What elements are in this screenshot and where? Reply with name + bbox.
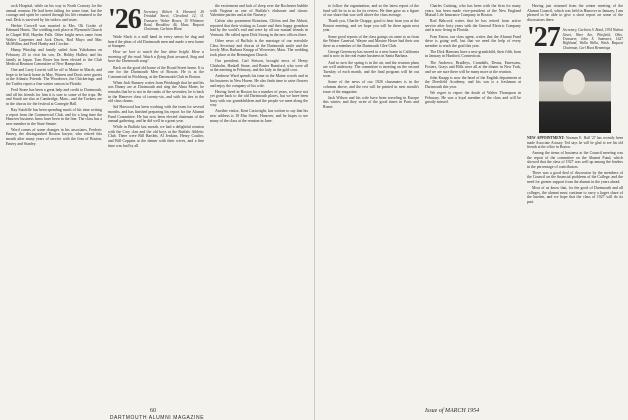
paragraph: Ambrose Ward spends his time in the Maine woods and in his business in New Haven. He also finds time to raise flowers and enjoy the company of his wife. — [210, 74, 308, 88]
paragraph: Calvin also prominent Rotarians, Clifton and Jim Abbott, reported that their visiting as Laurie and their happy grandson had by the world's end and were by all our mutual friends in Vermont. He called upon Dick Strong in the new offices there. — [210, 19, 308, 38]
paragraph: Having just returned from the winter meeting of the Alumni Council, which was held in Hanover in January, I am pleased to be able to give a short report on some of the discussions there. — [527, 4, 623, 22]
caption-lead: NEW APPOINTMENT: — [527, 136, 565, 141]
right-column-2 — [425, 4, 521, 396]
paragraph: One and Larry Leavitt will be off to Maine in March, and hope to be back home in May. Warren and Doris were guests at the Atlantic Friends. The Woodrows, the Chickerings, and the Tuttles report a fine winter season in Florida. — [6, 68, 102, 86]
paragraph: How we love to watch the line shine bright. Have a morning off the road. Watch a flying float aroused, Sing and hear the Dartmouth song! — [108, 50, 204, 64]
paragraph: Jack Wilson and his wife have been traveling in Europe this winter, and they write of the good times in Paris and Rome. — [323, 95, 419, 109]
paragraph: Wade Slack is a mill hand in every sense; he dug and heard the pleas of old Dartmouth men and made a new home at Sunapee. — [108, 35, 204, 49]
paragraph: Ray Sutcliffe has been spending much of his time writing a report from the Commercial Club, and for a long time the Hanover business firms have been in the line. The class has a new member in the State Senate. — [6, 107, 102, 126]
paragraph: rock Hospital, while on his way to North Conway for the annual reunion. He had been failing for some time, but the courage and spirit he carried through his life remained to the end. Dick is survived by his widow and sister. — [6, 4, 102, 22]
left-column-1 — [6, 4, 102, 396]
right-column-1 — [323, 4, 419, 396]
magazine-footer: DARTMOUTH ALUMNI MAGAZINE — [109, 415, 205, 420]
paragraph: Another visitor, Kent Cartwright, has written to say that his new address is 18 Elm Street, Hanover, and he hopes to see many of the class at the reunion in June. — [210, 109, 308, 123]
caption-text: Norman E. Hall '27 has recently been made Associate Actuary. Ted says he will be glad to see his old friends at the office in Boston. — [527, 136, 623, 149]
paragraph: Fran Eaton, our class agent, writes that the Alumni Fund drive is going well, but that we need the help of every member to reach the goal this year. — [425, 34, 521, 48]
paragraph: And so now the spring is in the air, and the reunion plans are well underway. The committee is meeting on the second Tuesday of each month, and the final program will be out soon. — [323, 60, 419, 79]
paragraph: Rod Babcock writes that he has retired from active service after forty years with the General Electric Company and is now living in Florida. — [425, 19, 521, 33]
paragraph: We regret to report the death of Walter Thompson in February. He was a loyal member of the class and will be greatly missed. — [425, 91, 521, 105]
class-heading-26 — [108, 4, 204, 35]
photo-caption — [527, 136, 623, 149]
paragraph: Other news of Buffalo is the marriage of our erstwhile Class Secretary and chorus of the Dartmouth smile and the lovely Miss Barbara Knapp of Worcester, Mass. The wedding took place at the Bennington Church. — [210, 39, 308, 57]
paragraph: Hamp Winship and family sailed from Yokohama on February 25 to visit his son, Dr. Hobby Hallett, and his family in Japan. Tom Rowe has been elected to the Club Medical Reunion Committee of New Hampshire. — [6, 48, 102, 67]
paragraph: Among the items of business at the Council meeting was the report of the committee on the Alumni Fund, which showed that the class of 1927 was well up among the leaders in the percentage of contributors. — [527, 150, 623, 169]
paragraph: The Dick Hansons have a new grandchild, their fifth, born in January in Hartford, Connecticut. — [425, 49, 521, 59]
paragraph: While in Buffalo last month, we had a delightful reunion with the Cary clan and the old boys at the Buffalo Athletic Club. There were Bill Bartlett, Al Jenkins, Henry Coulter, and Bill Coppins at the dinner with their wives, and a fine time was had by all. — [108, 125, 204, 148]
class-officers: Secretary, Robert A. Harvard, 26 Trinidad Street, Cleveland 12, O. Treasurer, Walter Bowes, 15 Whitmore Road, Brookline 46, Mass. Bequest Chairman, Carleton Blunt — [143, 10, 204, 32]
class-heading-27 — [527, 22, 623, 54]
class-numeral: '26 — [108, 4, 141, 35]
paragraph: Word comes of some changes in his associates, Frederic Emery, the distinguished Boston lawyer, who retired this month after many years of service with the firm of Boston, Emery and Stanley. — [6, 127, 102, 146]
paragraph: Some of the news of our 1926 classmates is in the columns above, and the rest will be printed in next month's issue of the magazine. — [323, 80, 419, 94]
paragraph: the excitement and lack of sleep over the Rochester bubble with Virginia as one of Buffalo's elaborate and classic Valentine parties and at the Nursery. — [210, 4, 308, 18]
paragraph: When Jack Ramsey writes from Pittsburgh that he and his son Danny are at Dartmouth and sing the Alma Mater, he remarks that he is not in the ranks of the seventies; he is back in the Hanover class of twenty-six, and with his ties to the old class chums. — [108, 80, 204, 104]
left-column-2 — [108, 4, 204, 396]
paragraph: Having lived in Boston for a number of years, we have not yet gone back to the old Dartmouth places, but we have been busy with our grandchildren and the people we meet along the way. — [210, 89, 308, 108]
page-number: 60 — [150, 408, 156, 414]
paragraph: Most of us know that, for the good of Dartmouth and all colleges, the alumni must continue to carry a larger share of the burden, and we hope that the class of 1927 will do its part. — [527, 186, 623, 204]
paragraph: Some good reports of the class goings on came to us from the Winter Carnival. Wayne and Maxine Howe had their son there as a member of the Dartmouth Glee Club. — [323, 34, 419, 48]
paragraph: George Greenway has moved to a new home in California and is now in the real estate business in Santa Barbara. — [323, 49, 419, 59]
right-page — [315, 0, 628, 420]
paragraph: John Knapp is now the head of the English department at the Deerfield Academy, and his son is a freshman at Dartmouth this year. — [425, 75, 521, 89]
paragraph: There was a good deal of discussion by the members of the Council on the financial problems of the College, and the need for greater support from the alumni in the years ahead. — [527, 170, 623, 185]
paragraph: Herbie Crowell was married to Mrs. Oli Cooke of Edmund Harris. The wedding took place at Plymouth Church in Chapel Hill, Hayden Falls. Other bright news came from Walter Carpenter and Jack Davis, Rod Mayo and Mac McMillan, and Fred Hanby and Crocker. — [6, 23, 102, 47]
paragraph: Back on the good old home of the Broad Street home. It is one for the Dartmouth Men of Boston. He is at the Commercial in Fitchburg, at the Dartmouth Club in Boston. — [108, 65, 204, 79]
paragraph: The Andrews, Bradleys, Crandalls, Deans, Emersons, Fosters, Grays and Hills were all at the dinner in New York, and we are sure there will be many more at the reunion. — [425, 60, 521, 74]
paragraph: Thank you, Charlie Chappy, good to hear from you at the Boston meeting, and we hope you will be there again next year. — [323, 19, 419, 33]
portrait-face — [563, 69, 585, 95]
right-column-3 — [527, 4, 623, 396]
portrait-photo — [539, 53, 611, 133]
paragraph: Charles Cushing, who has been with the firm for many years, has been made vice-president of the New England Mutual Life Insurance Company in Boston. — [425, 4, 521, 18]
paragraph: Our president, Carl Stetson, brought news of Henry Chisholm, Haskell Stone, and Buster Rumford, who were all at the meeting in February, and the lady in the gold coat. — [210, 59, 308, 73]
left-column-3 — [210, 4, 308, 396]
class-officers: Secretary, Carleton S. Bond, 1934 Walnut Street, Ware Ave, Pittsfield, Ohio. Treasurer, John S. Summers, 1627 Highland, Walla Walla, Wash. Bequest Chairman, Carl Hunt Hemmings — [562, 28, 623, 50]
paragraph: to follow the organization, and so the latest report of the fund will be in to us for its review. He then gave us a figure of our share that was well above the class average. — [323, 4, 419, 18]
issue-footer: Issue of MARCH 1954 — [425, 408, 480, 414]
paragraph: Sid Harwood has been working with the team for several months, and has finished preparing his report for the Alumni Fund Committee. He has now been elected chairman of the annual gathering, and he did well in a great year. — [108, 105, 204, 124]
paragraph: Fred Stone has been a great help and credit to Dartmouth, and all his friends for him it is sure to some of the trips. He and Sarah are also at Cambridge, Mass., and the Tuckers are in the chorus for the festival at Carnegie Hall. — [6, 88, 102, 106]
class-numeral: '27 — [527, 22, 560, 54]
